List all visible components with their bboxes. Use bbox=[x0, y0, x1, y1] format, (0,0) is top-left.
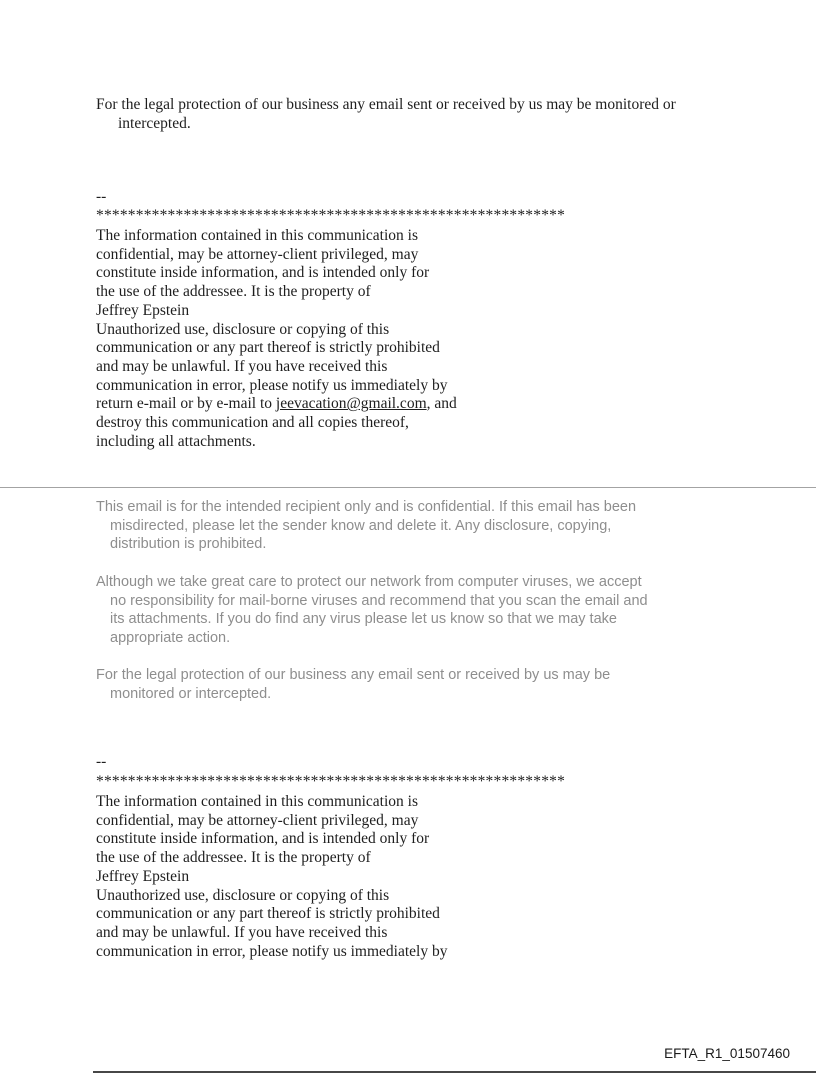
disclaimer-line: communication in error, please notify us immediately by bbox=[96, 376, 448, 394]
asterisk-separator: *********************************************************** bbox=[96, 773, 566, 790]
disclaimer-line: The information contained in this communication is bbox=[96, 793, 418, 810]
paragraph-line: This email is for the intended recipient only and is confidential. If this email has been bbox=[96, 499, 637, 515]
email-address-link[interactable]: jeevacation@gmail.com bbox=[275, 395, 427, 413]
paragraph-line: For the legal protection of our business any email sent or received by us may be monitored or bbox=[96, 96, 676, 113]
virus-paragraph-gray bbox=[96, 573, 648, 647]
paragraph-line: misdirected, please let the sender know and delete it. Any disclosure, copying, bbox=[110, 517, 612, 534]
disclaimer-line: The information contained in this communication is bbox=[96, 227, 418, 244]
disclaimer-line: communication in error, please notify us immediately by bbox=[96, 942, 448, 960]
disclaimer-line: confidential, may be attorney-client privileged, may bbox=[96, 245, 419, 263]
disclaimer-email-line bbox=[96, 395, 457, 414]
disclaimer-line: the use of the addressee. It is the property of bbox=[96, 283, 371, 301]
disclaimer-line: confidential, may be attorney-client privileged, may bbox=[96, 811, 419, 829]
disclaimer-line: Unauthorized use, disclosure or copying of this bbox=[96, 886, 390, 904]
signature-delimiter: -- bbox=[96, 753, 107, 770]
disclaimer-line: and may be unlawful. If you have received this bbox=[96, 923, 388, 941]
disclaimer-line: constitute inside information, and is intended only for bbox=[96, 830, 430, 848]
confidential-paragraph-gray bbox=[96, 498, 636, 554]
disclaimer-line: Unauthorized use, disclosure or copying of this bbox=[96, 320, 390, 338]
monitored-paragraph-top bbox=[96, 96, 676, 133]
email-line-prefix: return e-mail or by e-mail to bbox=[96, 395, 276, 413]
paragraph-line: its attachments. If you do find any virus please let us know so that we may take bbox=[110, 611, 617, 627]
disclaimer-line: including all attachments. bbox=[96, 432, 256, 450]
paragraph-line: distribution is prohibited. bbox=[110, 536, 267, 552]
asterisk-separator: *********************************************************** bbox=[96, 207, 566, 224]
paragraph-line: no responsibility for mail-borne viruses and recommend that you scan the email and bbox=[110, 592, 648, 609]
signature-delimiter: -- bbox=[96, 188, 107, 205]
confidentiality-disclaimer-block-repeat bbox=[96, 793, 447, 961]
disclaimer-line: Jeffrey Epstein bbox=[96, 867, 190, 885]
disclaimer-line: and may be unlawful. If you have received this bbox=[96, 357, 388, 375]
email-line-suffix: , and bbox=[426, 395, 457, 413]
paragraph-line: intercepted. bbox=[118, 114, 191, 132]
paragraph-line: For the legal protection of our business any email sent or received by us may be bbox=[96, 667, 611, 683]
paragraph-line: monitored or intercepted. bbox=[110, 685, 272, 702]
monitored-paragraph-gray bbox=[96, 666, 610, 703]
paragraph-line: appropriate action. bbox=[110, 629, 231, 646]
disclaimer-line: destroy this communication and all copies thereof, bbox=[96, 414, 409, 432]
disclaimer-line: the use of the addressee. It is the property of bbox=[96, 849, 371, 867]
confidentiality-disclaimer-block bbox=[96, 227, 457, 451]
bates-number: EFTA_R1_01507460 bbox=[664, 1046, 790, 1061]
disclaimer-line: communication or any part thereof is strictly prohibited bbox=[96, 339, 440, 357]
disclaimer-line: Jeffrey Epstein bbox=[96, 301, 190, 319]
disclaimer-line: communication or any part thereof is strictly prohibited bbox=[96, 905, 440, 923]
section-divider-line bbox=[0, 487, 816, 488]
disclaimer-line: constitute inside information, and is intended only for bbox=[96, 264, 430, 282]
paragraph-line: Although we take great care to protect our network from computer viruses, we accept bbox=[96, 574, 642, 590]
